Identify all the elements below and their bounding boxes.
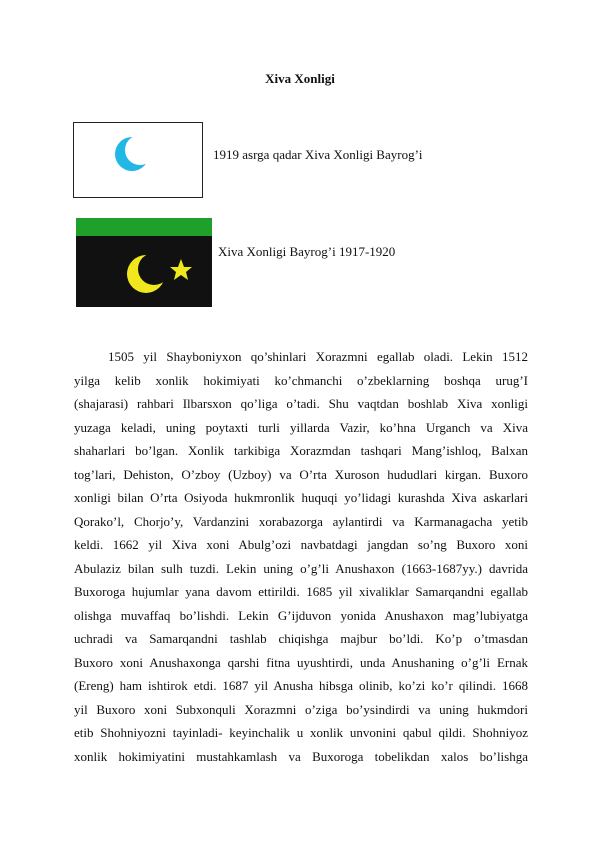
text-line: (Ereng) ham ishtirok etdi. 1687 yil Anusha hibsga olinib, ko’zi ko’r qilindi. 1668 <box>74 678 528 693</box>
crescent-star-icon <box>76 218 212 307</box>
text-line: Buxoroga hujumlar yana davom ettirildi. 1685 yil xivaliklar Samarqandni egallab <box>74 584 528 599</box>
text-line: etib Shohniyozni tayinladi- keyinchalik u xonlik unvonini qabul qildi. Shohniyoz <box>74 725 528 740</box>
text-line: 1505 yil Shayboniyxon qo’shinlari Xorazmni egallab oladi. Lekin 1512 <box>108 349 528 364</box>
text-line: Qorako’l, Chorjo’y, Vardanzini xorabazorga aylantirdi va Karmanagacha yetib <box>74 513 528 529</box>
text-line: keldi. 1662 yil Xiva xoni Abulg’ozi navbatdagi jangdan so’ng Buxoro xoni <box>74 537 528 552</box>
document-title: Xiva Xonligi <box>265 71 335 86</box>
text-line: Buxoro xoni Anushaxonga qarshi fitna uyushtirdi, unda Anushaning o’g’li Ernak <box>74 654 528 670</box>
text-line: olishga muvaffaq bo’lishdi. Lekin G’ijduvon yonida Anushaxon mag’lubiyatga <box>74 607 528 623</box>
flag-caption: 1919 asrga qadar Xiva Xonligi Bayrog’i <box>213 147 423 162</box>
text-line: (shajarasi) rahbari Ilbarsxon qo’liga o’tadi. Shu vaqtdan boshlab Xiva xonligi <box>74 396 528 411</box>
flag-1917-1920 <box>76 218 212 307</box>
text-line: yil Buxoro xoni Subxonquli Xorazmni o’ziga bo’ysindirdi va uning hukmdori <box>74 701 528 717</box>
flag-pre-1919 <box>73 122 203 198</box>
body-paragraph <box>74 345 528 768</box>
text-line: Abulaziz bilan sulh tuzdi. Lekin uning o’g’li Anushaxon (1663-1687yy.) davrida <box>74 560 528 576</box>
text-line: uchradi va Samarqandni tashlab chiqishga majbur bo’ldi. Ko’p o’tmasdan <box>74 631 528 646</box>
text-line: shaharlari bo’lgan. Xonlik tarkibiga Xorazmdan tashqari Mang’ishloq, Balxan <box>74 443 528 458</box>
flag-caption: Xiva Xonligi Bayrog’i 1917-1920 <box>218 244 396 259</box>
text-line: xonlik hokimiyatini mustahkamlash va Buxoroga tobelikdan xalos bo’lishga <box>74 748 528 764</box>
text-line: tog’lari, Dehiston, O’zboy (Uzboy) va O’rta Xuroson hududlari kirgan. Buxoro <box>74 466 528 482</box>
crescent-icon <box>74 123 202 197</box>
text-line: yuzaga keladi, uning poytaxti turli yillarda Vazir, ko’hna Urganch va Xiva <box>74 419 528 435</box>
text-line: yilga kelib xonlik hokimiyati ko’chmanchi o’zbeklarning boshqa urug’I <box>74 372 528 388</box>
text-line: xonligi bilan O’rta Osiyoda hukmronlik huquqi yo’lidagi kurashda Xiva askarlari <box>74 490 528 505</box>
